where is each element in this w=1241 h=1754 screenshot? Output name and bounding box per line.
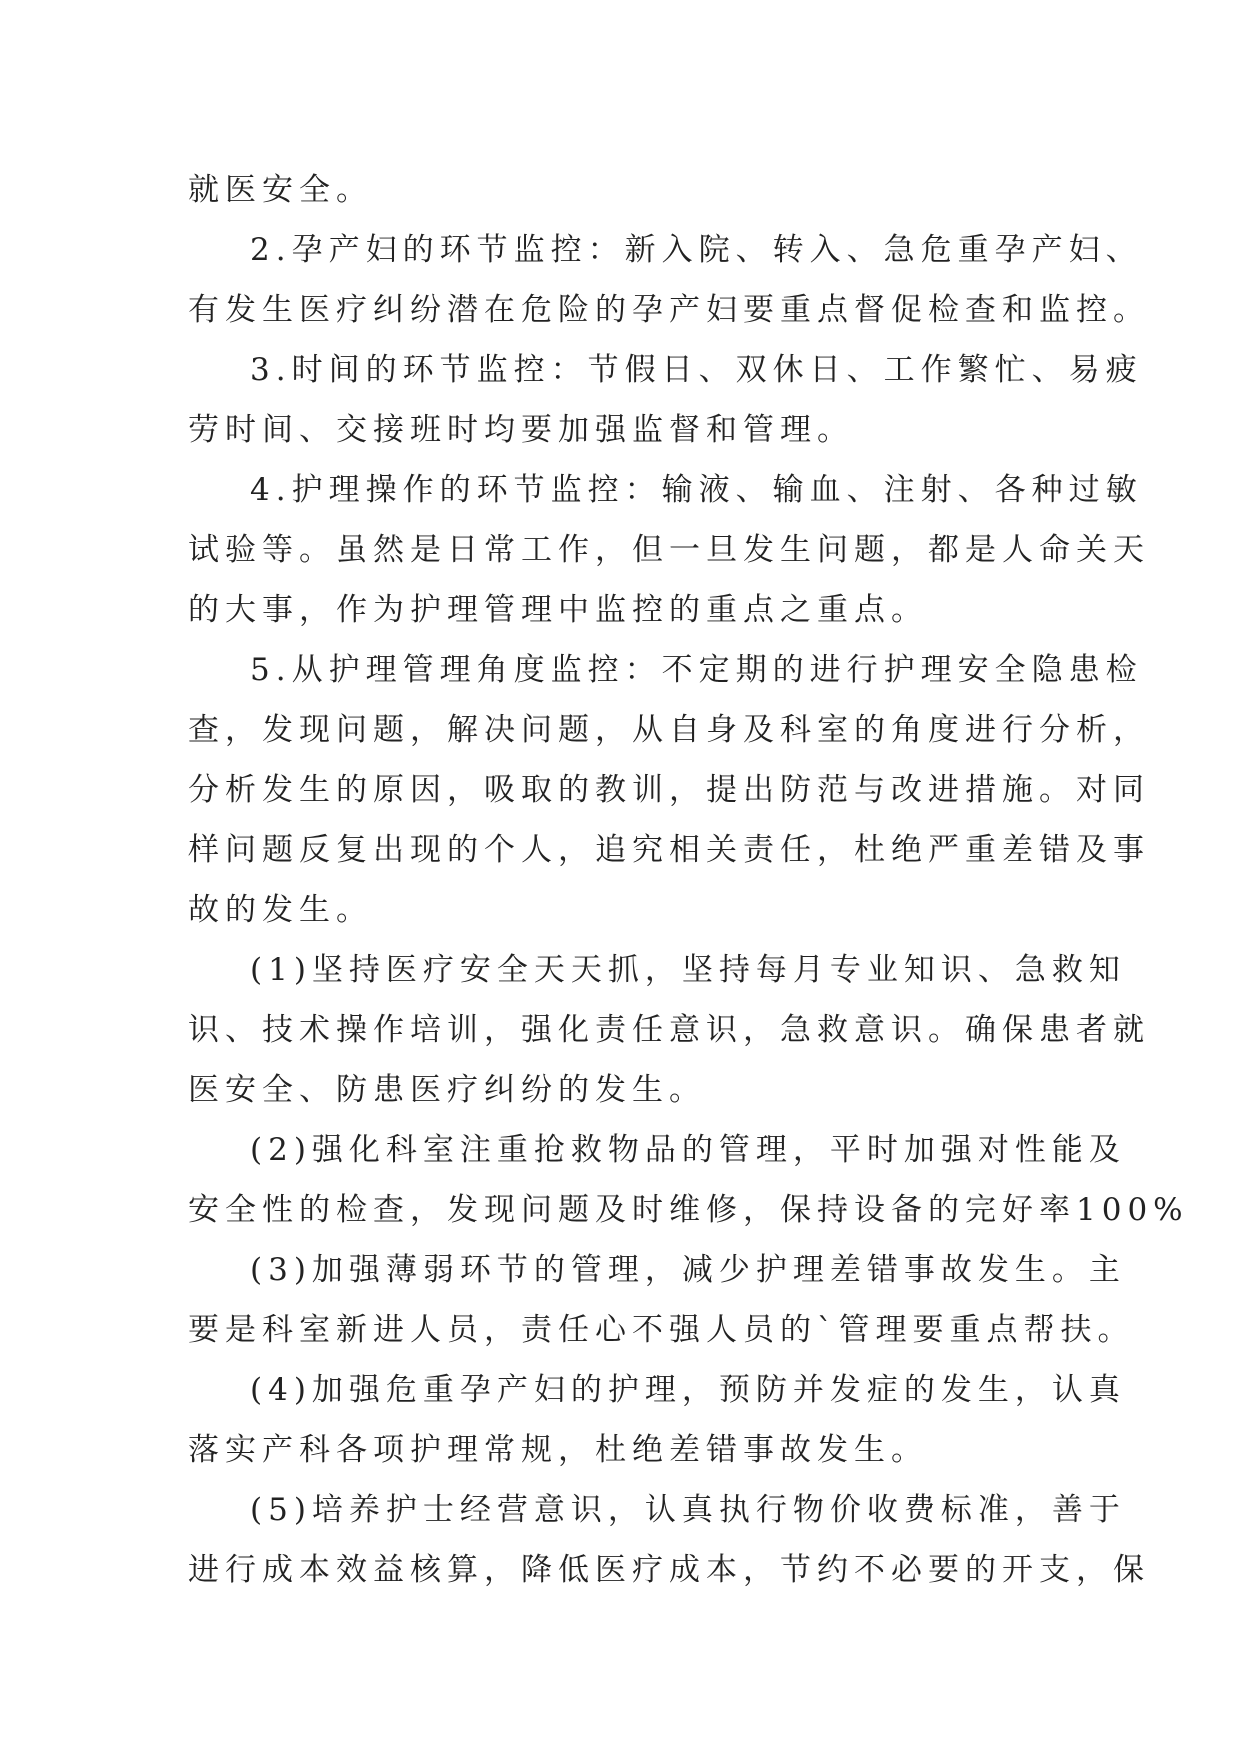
text-line: 医安全、防患医疗纠纷的发生。 bbox=[188, 1072, 706, 1108]
text-line: 试验等。虽然是日常工作，但一旦发生问题，都是人命关天 bbox=[188, 532, 1150, 568]
text-line: 就医安全。 bbox=[188, 172, 373, 208]
text-line: 分析发生的原因，吸取的教训，提出防范与改进措施。对同 bbox=[188, 772, 1150, 808]
text-line: 样问题反复出现的个人，追究相关责任，杜绝严重差错及事 bbox=[188, 832, 1150, 868]
subitem-3-line: (3)加强薄弱环节的管理，减少护理差错事故发生。主 bbox=[250, 1252, 1126, 1288]
text-line: 有发生医疗纠纷潜在危险的孕产妇要重点督促检查和监控。 bbox=[188, 292, 1150, 328]
subitem-4-line: (4)加强危重孕产妇的护理，预防并发症的发生，认真 bbox=[250, 1372, 1126, 1408]
paragraph-item-4-line: 4.护理操作的环节监控：输液、输血、注射、各种过敏 bbox=[250, 472, 1143, 508]
text-line: 故的发生。 bbox=[188, 892, 373, 928]
text-line: 劳时间、交接班时均要加强监督和管理。 bbox=[188, 412, 854, 448]
text-line: 的大事，作为护理管理中监控的重点之重点。 bbox=[188, 592, 928, 628]
text-line: 查，发现问题，解决问题，从自身及科室的角度进行分析， bbox=[188, 712, 1150, 748]
text-line: 安全性的检查，发现问题及时维修，保持设备的完好率100% bbox=[188, 1192, 1189, 1228]
paragraph-item-5-line: 5.从护理管理角度监控：不定期的进行护理安全隐患检 bbox=[250, 652, 1143, 688]
subitem-2-line: (2)强化科室注重抢救物品的管理，平时加强对性能及 bbox=[250, 1132, 1126, 1168]
text-line: 要是科室新进人员，责任心不强人员的`管理要重点帮扶。 bbox=[188, 1312, 1135, 1348]
subitem-1-line: (1)坚持医疗安全天天抓，坚持每月专业知识、急救知 bbox=[250, 952, 1126, 988]
text-line: 识、技术操作培训，强化责任意识，急救意识。确保患者就 bbox=[188, 1012, 1150, 1048]
document-body bbox=[188, 160, 1189, 1600]
subitem-5-line: (5)培养护士经营意识，认真执行物价收费标准，善于 bbox=[250, 1492, 1126, 1528]
paragraph-item-3-line: 3.时间的环节监控：节假日、双休日、工作繁忙、易疲 bbox=[250, 352, 1143, 388]
text-line: 进行成本效益核算，降低医疗成本，节约不必要的开支，保 bbox=[188, 1552, 1150, 1588]
paragraph-item-2-line: 2.孕产妇的环节监控：新入院、转入、急危重孕产妇、 bbox=[250, 232, 1143, 268]
text-line: 落实产科各项护理常规，杜绝差错事故发生。 bbox=[188, 1432, 928, 1468]
